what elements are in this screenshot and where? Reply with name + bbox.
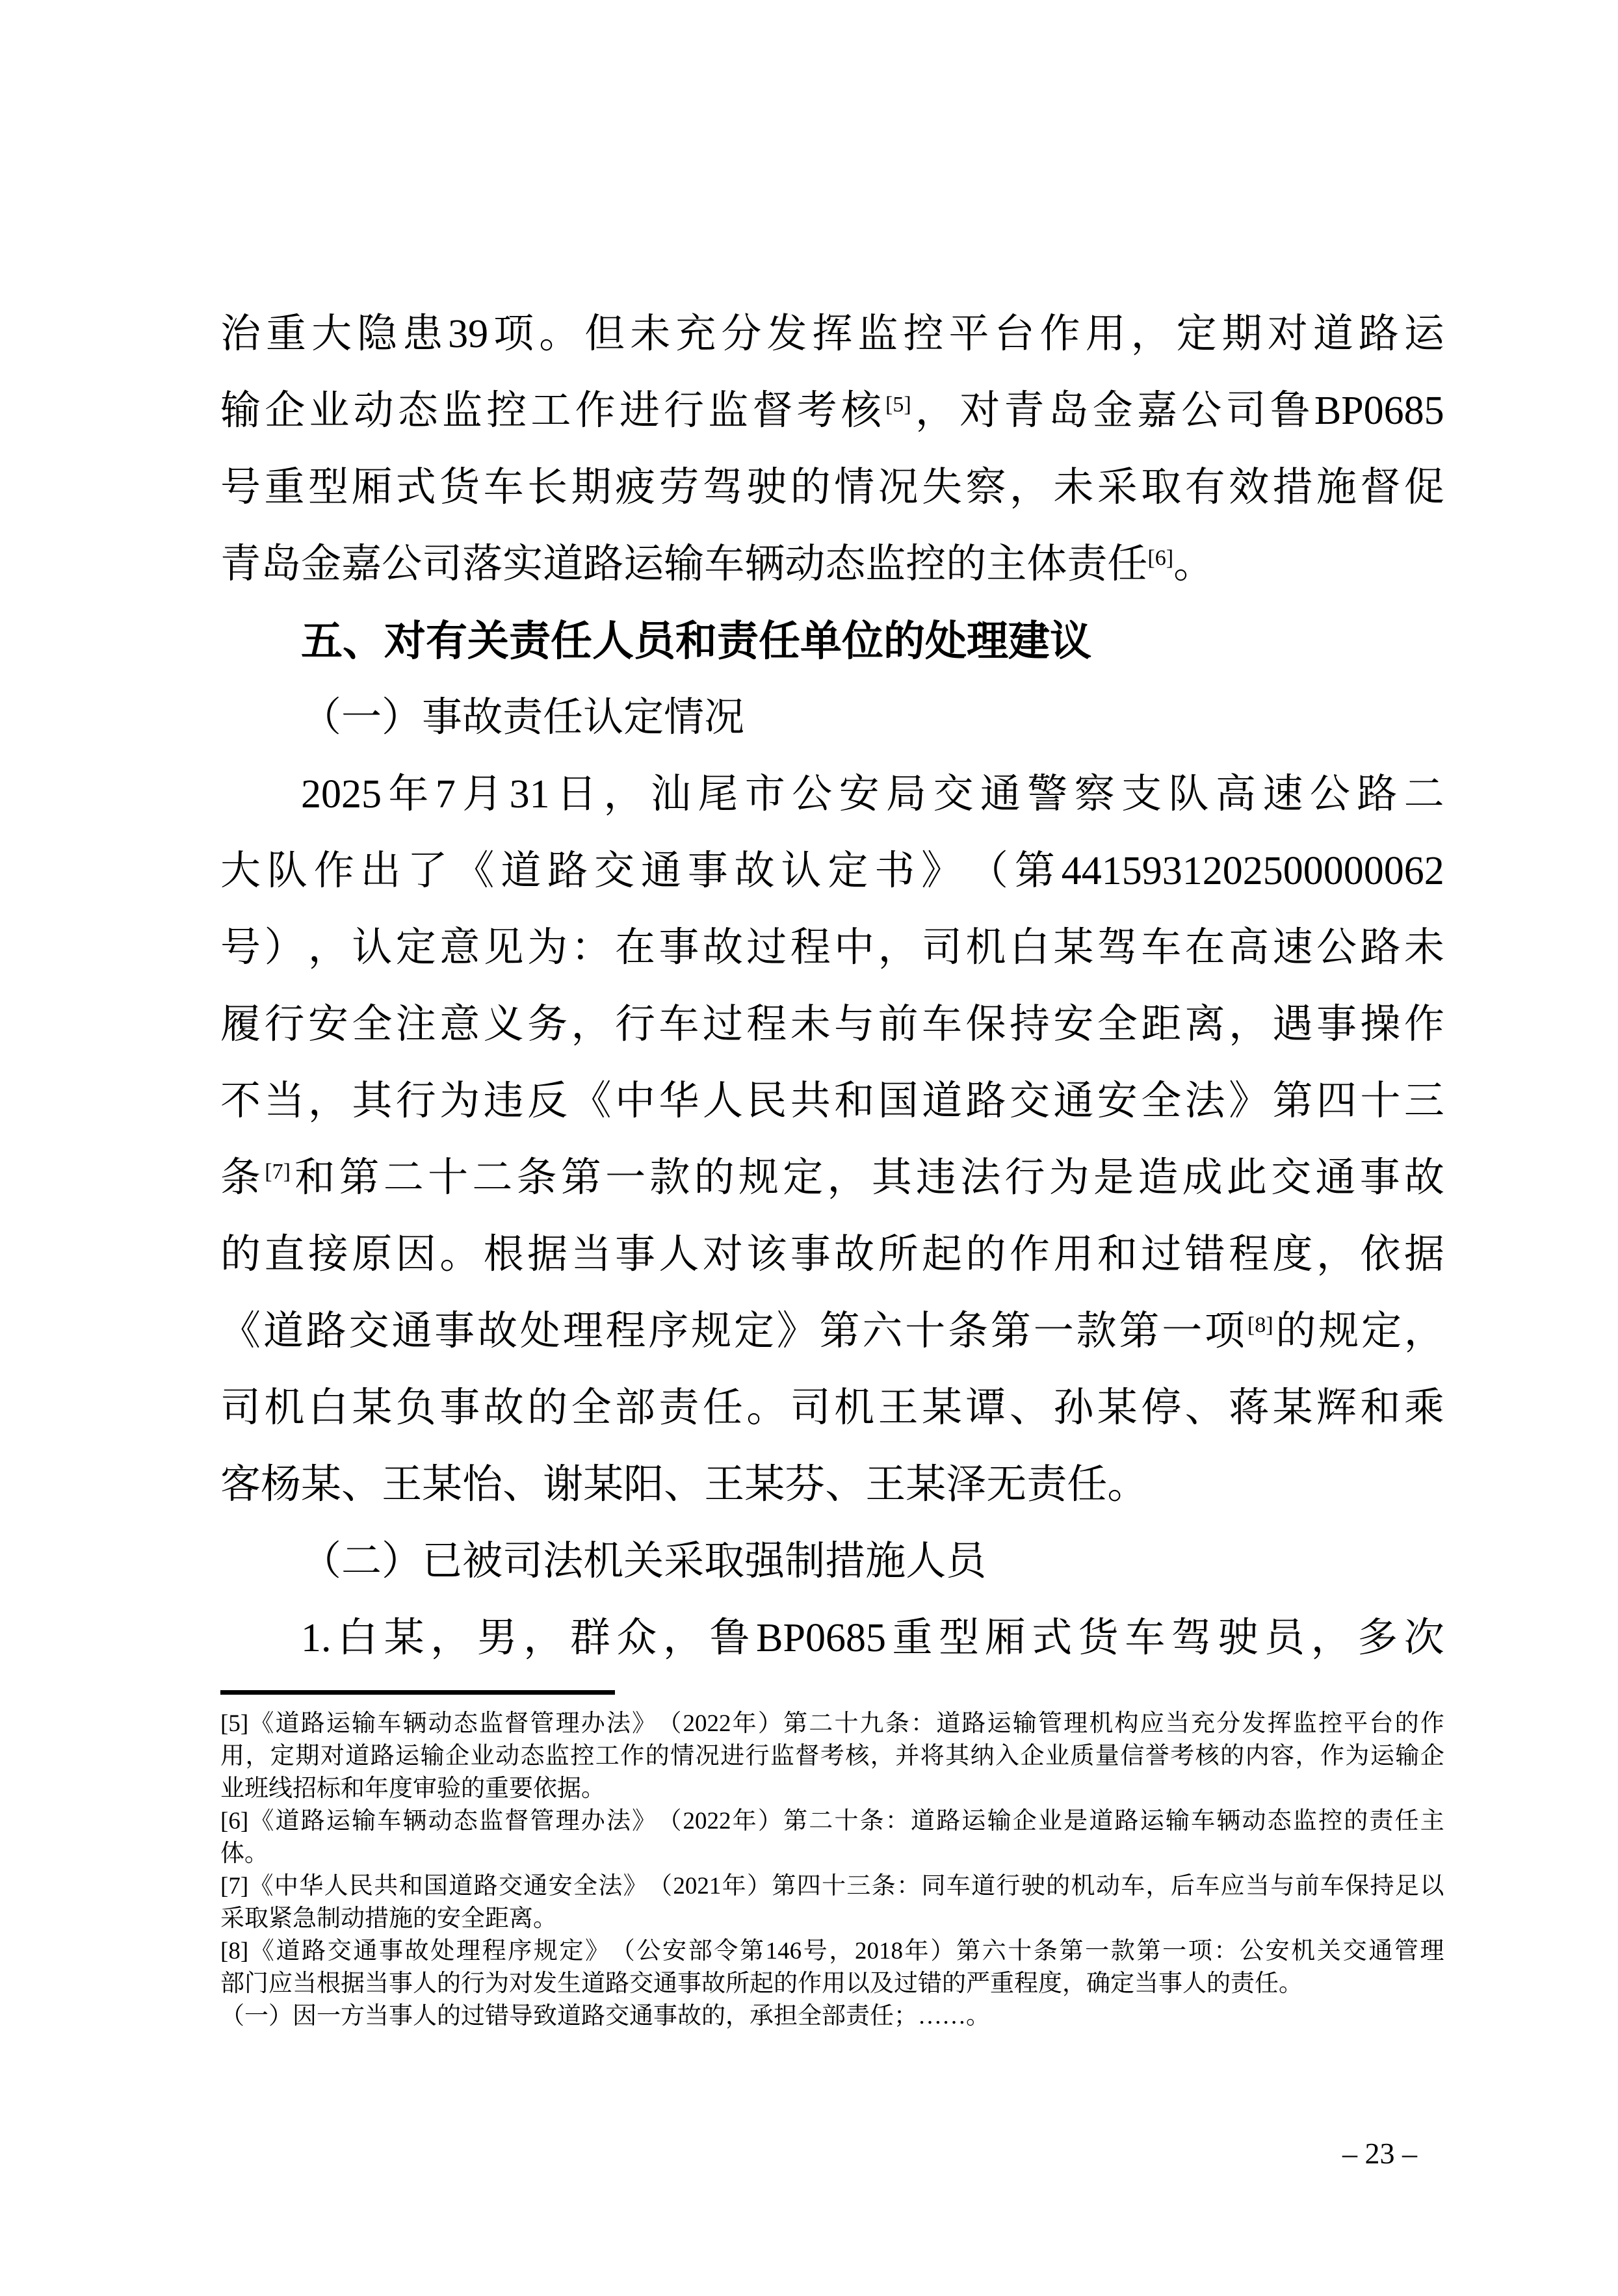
subsection-heading: （ 二 ） 已 被 司 法 机 关 采 取 强 制 措 施 人 员: [301, 1539, 987, 1584]
footnote-marker: [5]: [885, 393, 911, 417]
body-line: 青 岛 金 嘉 公 司 落 实 道 路 运 输 车 辆 动 态 监 控 的 主 体 责 任 [6] 。: [220, 526, 1444, 603]
footnote-line: 部 门 应 当 根 据 当 事 人 的 行 为 对 发 生 道 路 交 通 事 故 所 起 的 作 用 以 及 过 错 的 严 重 程 度 ， 确 定 当 事 人 的 责 任 。: [220, 1970, 1303, 1997]
page-number: – 23 –: [1342, 2137, 1417, 2170]
footnote-line: （ 一 ） 因 一 方 当 事 人 的 过 错 导 致 道 路 交 通 事 故 的 ， 承 担 全 部 责 任 ； … … 。: [220, 2003, 990, 2029]
footnote-line: [5] 《 道 路 运 输 车 辆 动 态 监 督 管 理 办 法 》 （ 2022 年 ） 第 二 十 九 条 ： 道 路 运 输 管 理 机 构 应 当 充 分 发 挥 监 控 平 台 的 作: [220, 1710, 1444, 1737]
body-line: 履 行 安 全 注 意 义 务 ， 行 车 过 程 未 与 前 车 保 持 安 全 距 离 ， 遇 事 操 作: [220, 1002, 1444, 1047]
body-line: 1. 白 某 ， 男 ， 群 众 ， 鲁 BP0685 重 型 厢 式 货 车 驾 驶 员 ， 多 次: [301, 1616, 1444, 1660]
footnote-line: [8] 《 道 路 交 通 事 故 处 理 程 序 规 定 》 （ 公 安 部 令 第 146 号 ， 2018 年 ） 第 六 十 条 第 一 款 第 一 项 ： 公 安 机 关 交 通 管 理: [220, 1938, 1444, 1964]
footnote-line: 体 。: [220, 1840, 268, 1867]
body-line: 治 重 大 隐 患 39 项 。 但 未 充 分 发 挥 监 控 平 台 作 用 ， 定 期 对 道 路 运: [220, 312, 1444, 356]
body-line: 号 ） ， 认 定 意 见 为 ： 在 事 故 过 程 中 ， 司 机 白 某 驾 车 在 高 速 公 路 未: [220, 926, 1444, 970]
body-line: 条 [7] 和 第 二 十 二 条 第 一 款 的 规 定 ， 其 违 法 行 为 是 造 成 此 交 通 事 故: [220, 1140, 1444, 1216]
footnote-separator: [220, 1690, 615, 1695]
footnote-marker: [6]: [1147, 546, 1174, 571]
footnote-line: 采 取 紧 急 制 动 措 施 的 安 全 距 离 。: [220, 1905, 557, 1932]
footnote-marker: [8]: [1247, 1313, 1273, 1338]
body-text: [220, 296, 1444, 1676]
footnotes: [220, 1708, 1444, 2033]
body-line: 《 道 路 交 通 事 故 处 理 程 序 规 定 》 第 六 十 条 第 一 款 第 一 项 [8] 的 规 定 ，: [220, 1293, 1444, 1370]
body-line: 号 重 型 厢 式 货 车 长 期 疲 劳 驾 驶 的 情 况 失 察 ， 未 采 取 有 效 措 施 督 促: [220, 465, 1444, 510]
body-line: 的 直 接 原 因 。 根 据 当 事 人 对 该 事 故 所 起 的 作 用 和 过 错 程 度 ， 依 据: [220, 1233, 1444, 1277]
section-heading: 五 、 对 有 关 责 任 人 员 和 责 任 单 位 的 处 理 建 议: [301, 618, 1091, 664]
body-line: 输 企 业 动 态 监 控 工 作 进 行 监 督 考 核 [5] ， 对 青 岛 金 嘉 公 司 鲁 BP0685: [220, 372, 1444, 449]
body-line: 不 当 ， 其 行 为 违 反 《 中 华 人 民 共 和 国 道 路 交 通 安 全 法 》 第 四 十 三: [220, 1079, 1444, 1123]
footnote-line: [7] 《 中 华 人 民 共 和 国 道 路 交 通 安 全 法 》 （ 2021 年 ） 第 四 十 三 条 ： 同 车 道 行 驶 的 机 动 车 ， 后 车 应 当 与 前 车 保 持 足 以: [220, 1873, 1444, 1899]
footnote-marker: [7]: [265, 1160, 291, 1184]
footnote-line: [6] 《 道 路 运 输 车 辆 动 态 监 督 管 理 办 法 》 （ 2022 年 ） 第 二 十 条 ： 道 路 运 输 企 业 是 道 路 运 输 车 辆 动 态 监 控 的 责 任 主: [220, 1808, 1444, 1834]
body-line: 客 杨 某 、 王 某 怡 、 谢 某 阳 、 王 某 芬 、 王 某 泽 无 责 任 。: [220, 1463, 1148, 1507]
body-line: 司 机 白 某 负 事 故 的 全 部 责 任 。 司 机 王 某 谭 、 孙 某 停 、 蒋 某 辉 和 乘: [220, 1386, 1444, 1430]
footnote-line: 业 班 线 招 标 和 年 度 审 验 的 重 要 依 据 。: [220, 1775, 605, 1802]
body-line: 大 队 作 出 了 《 道 路 交 通 事 故 认 定 书 》 （ 第 4415931202500000062: [220, 849, 1444, 893]
subsection-heading: （ 一 ） 事 故 责 任 认 定 情 况: [301, 696, 745, 740]
body-line: 2025 年 7 月 31 日 ， 汕 尾 市 公 安 局 交 通 警 察 支 队 高 速 公 路 二: [301, 772, 1444, 816]
footnote-line: 用 ， 定 期 对 道 路 运 输 企 业 动 态 监 控 工 作 的 情 况 进 行 监 督 考 核 ， 并 将 其 纳 入 企 业 质 量 信 誉 考 核 的 内 容 ， 作 为 运 输 企: [220, 1743, 1444, 1769]
